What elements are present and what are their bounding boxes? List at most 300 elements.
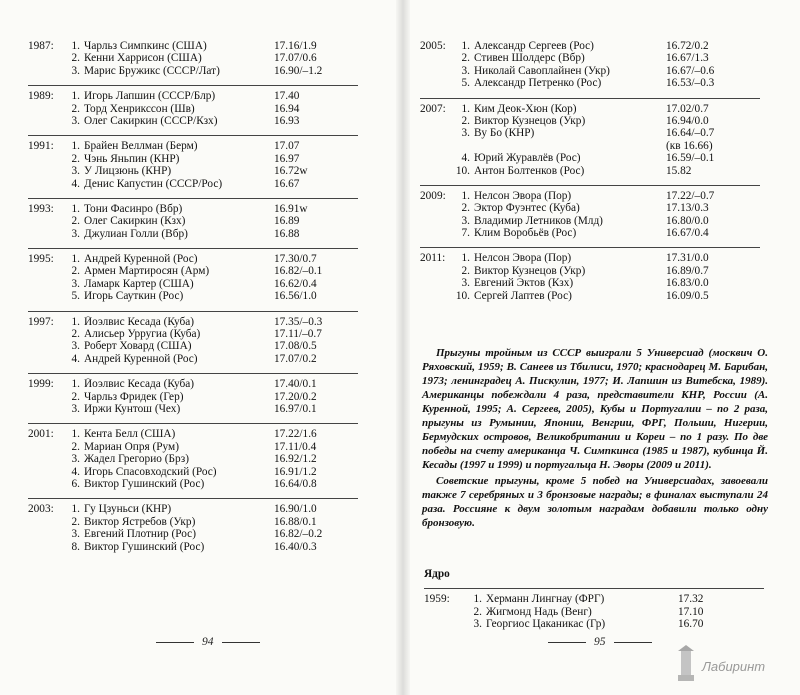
year-label <box>28 278 62 290</box>
athlete-name: Кента Белл (США) <box>84 428 176 441</box>
result-value: 17.08/0.5 <box>274 340 317 353</box>
athlete-name: Виктор Кузнецов (Укр) <box>474 114 586 127</box>
year-label <box>28 516 62 528</box>
page-number: 94 <box>202 636 214 648</box>
commentary-paragraph: Прыгуны тройным из СССР выиграли 5 Универсиад (москвич О. Ряховский, 1959; В. Санеев из Тбилиси, 1970; краснодарец М. Барибан, 1973; ленинградец А. Пискулин, 1977; И. Лапшин из Витебска, 1989). Американцы побеждали 4 раза, представители КНР, России (А. Куренной, 1995; А. Сергеев, 2005), Кубы и Португалии – по 2 раза, прыгуны из Румынии, Японии, Венгрии, ФРГ, Польши, Нигерии, Бермудских островов, Великобритании и Кореи – по 1 разу. По две победы на счету американца Ч. Симпкинса (1985 и 1987), кубинца Й. Кесады (1997 и 1999) и португальца Н. Эворы (2009 и 2011). <box>422 347 768 471</box>
athlete-name: Жадел Грегорио (Брз) <box>84 453 189 466</box>
athlete-name: Мариан Опря (Рум) <box>84 440 179 453</box>
year-label: 2007: <box>420 102 446 115</box>
result-value: 17.16/1.9 <box>274 40 317 52</box>
place: 10. <box>455 289 470 302</box>
place: 3. <box>71 277 80 290</box>
year-label <box>28 453 62 465</box>
athlete-name: Ламарк Картер (США) <box>84 277 194 290</box>
result-row <box>424 593 764 605</box>
year-label <box>28 115 62 127</box>
result-row <box>420 165 760 177</box>
place: 3. <box>71 402 80 415</box>
year-label: 1989: <box>28 90 54 103</box>
commentary-paragraph: Советские прыгуны, кроме 5 побед на Универсиадах, завоевали также 7 серебряных и 3 бронзовые награды; в финалах выступали 24 раза. Россияне к двум золотым наградам добавили только одну бронзовую. <box>422 475 768 529</box>
result-value: 17.10 <box>678 605 704 618</box>
athlete-name: Олег Сакиркин (Кзх) <box>84 215 186 228</box>
result-row <box>420 190 760 202</box>
place: 3. <box>71 227 80 240</box>
result-value: 16.09/0.5 <box>666 289 709 302</box>
place: 4. <box>71 352 80 365</box>
result-row <box>420 227 760 239</box>
result-row <box>28 178 358 190</box>
place: 2. <box>473 605 482 618</box>
result-row <box>420 115 760 127</box>
result-row <box>28 441 358 453</box>
result-row <box>420 290 760 302</box>
athlete-name: Андрей Куренной (Рос) <box>84 352 198 365</box>
athlete-name: Жигмонд Надь (Венг) <box>486 605 592 618</box>
year-label <box>28 290 62 302</box>
book-gutter <box>396 0 410 695</box>
athlete-name: Гу Цзуньси (КНР) <box>84 503 172 516</box>
year-label <box>28 403 62 415</box>
place: 2. <box>461 114 470 127</box>
result-row <box>28 90 358 102</box>
result-value: 16.62/0.4 <box>274 277 317 290</box>
year-label <box>420 165 452 177</box>
athlete-name: Антон Болтенков (Рос) <box>474 164 585 177</box>
result-row <box>420 40 760 52</box>
result-value: 16.94 <box>274 102 300 115</box>
result-row <box>28 378 358 390</box>
athlete-name: Стивен Шолдерс (Вбр) <box>474 52 585 65</box>
result-value: 16.91w <box>274 202 308 215</box>
place: 1. <box>461 102 470 115</box>
place: 1. <box>473 593 482 606</box>
athlete-name: Виктор Ястребов (Укр) <box>84 515 196 528</box>
year-label <box>28 328 62 340</box>
result-value: 16.92/1.2 <box>274 453 317 466</box>
year-label <box>420 265 452 277</box>
place: 1. <box>71 140 80 153</box>
result-row <box>28 316 358 328</box>
year-label <box>28 215 62 227</box>
year-label <box>28 65 62 77</box>
athlete-name: Кенни Харрисон (США) <box>84 52 202 65</box>
place <box>452 140 474 152</box>
athlete-name: Александр Сергеев (Рос) <box>474 40 594 52</box>
event-results <box>28 135 358 190</box>
result-row <box>28 403 358 415</box>
year-label <box>28 178 62 190</box>
year-label <box>28 52 62 64</box>
result-value: 16.67 <box>274 177 300 190</box>
athlete-name: Алисьер Урругиа (Куба) <box>84 328 201 341</box>
results-column-right <box>420 40 760 310</box>
year-label <box>28 541 62 553</box>
athlete-name: Брайен Веллман (Берм) <box>84 140 198 153</box>
place: 1. <box>71 40 80 52</box>
result-value: (кв 16.66) <box>666 139 713 152</box>
year-label <box>28 153 62 165</box>
result-row <box>420 215 760 227</box>
year-label: 2009: <box>420 189 446 202</box>
result-row <box>28 52 358 64</box>
result-value: 16.80/0.0 <box>666 214 709 227</box>
year-label <box>424 618 460 630</box>
place: 2. <box>71 440 80 453</box>
result-row <box>28 340 358 352</box>
page-left <box>0 0 396 695</box>
place: 3. <box>71 165 80 178</box>
result-row <box>420 65 760 77</box>
athlete-name: Клим Воробьёв (Рос) <box>474 227 577 240</box>
event-results <box>420 98 760 177</box>
place: 1. <box>71 253 80 266</box>
place: 4. <box>71 177 80 190</box>
athlete-name: Марис Бружикс (СССР/Лат) <box>84 64 220 77</box>
footer-rule <box>614 642 652 643</box>
athlete-name: Евгений Эктов (Кзх) <box>474 277 574 290</box>
result-row <box>28 391 358 403</box>
athlete-name: Йоэлвис Кесада (Куба) <box>84 315 195 328</box>
place: 2. <box>461 264 470 277</box>
athlete-name: Виктор Гушинский (Рос) <box>84 540 205 553</box>
result-value: 17.20/0.2 <box>274 390 317 403</box>
year-label: 1995: <box>28 253 54 266</box>
place: 2. <box>71 390 80 403</box>
result-value: 16.82/–0.2 <box>274 528 323 541</box>
result-row <box>28 541 358 553</box>
athlete-name: Игорь Спасовходский (Рос) <box>84 465 217 478</box>
result-value: 17.30/0.7 <box>274 253 317 266</box>
result-value: 17.22/1.6 <box>274 428 317 441</box>
year-label <box>420 65 452 77</box>
result-value: 16.67/0.4 <box>666 227 709 240</box>
result-value: 17.07/0.2 <box>274 352 317 365</box>
result-value: 17.11/0.4 <box>274 440 317 453</box>
place: 4. <box>461 152 470 165</box>
place: 3. <box>461 64 470 77</box>
result-row <box>420 77 760 89</box>
result-row <box>28 478 358 490</box>
year-label <box>28 265 62 277</box>
place: 4. <box>71 465 80 478</box>
page-footer-right <box>540 636 660 648</box>
result-row <box>420 277 760 289</box>
result-row <box>28 165 358 177</box>
result-value: 16.67/–0.6 <box>666 64 715 77</box>
event-results <box>420 247 760 302</box>
result-row <box>28 153 358 165</box>
result-value: 16.56/1.0 <box>274 290 317 303</box>
result-value: 16.70 <box>678 618 704 631</box>
place: 1. <box>461 252 470 265</box>
athlete-name: Иржи Кунтош (Чех) <box>84 402 181 415</box>
result-row <box>28 65 358 77</box>
result-row <box>28 228 358 240</box>
athlete-name: Торд Хенрикссон (Шв) <box>84 102 195 115</box>
athlete-name: Чэнь Яньпин (КНР) <box>84 152 180 165</box>
year-label: 1997: <box>28 315 54 328</box>
event-results <box>28 373 358 415</box>
result-value: 17.07 <box>274 140 300 153</box>
athlete-name: Олег Сакиркин (СССР/Кзх) <box>84 114 218 127</box>
year-label <box>28 391 62 403</box>
year-label <box>28 353 62 365</box>
place: 1. <box>71 378 80 391</box>
result-row <box>28 278 358 290</box>
result-value: 16.89 <box>274 215 300 228</box>
place: 10. <box>455 164 470 177</box>
year-label <box>28 441 62 453</box>
logo-label: Лабиринт <box>702 659 766 674</box>
athlete-name: Джулиан Голли (Вбр) <box>84 227 188 240</box>
result-row <box>28 466 358 478</box>
year-label: 2003: <box>28 503 54 516</box>
tower-icon <box>672 645 700 681</box>
place: 1. <box>71 202 80 215</box>
year-label <box>420 202 452 214</box>
page-number: 95 <box>594 636 606 648</box>
athlete-name: Николай Савоплайнен (Укр) <box>474 64 610 77</box>
athlete-name: Игорь Сауткин (Рос) <box>84 290 184 303</box>
year-label <box>28 478 62 490</box>
athlete-name: Денис Капустин (СССР/Рос) <box>84 177 223 190</box>
result-value: 17.11/–0.7 <box>274 328 322 341</box>
result-row <box>28 328 358 340</box>
event-section <box>424 568 764 639</box>
result-row <box>420 265 760 277</box>
year-label: 2001: <box>28 428 54 441</box>
place: 2. <box>461 202 470 215</box>
event-results <box>28 248 358 303</box>
result-row <box>420 152 760 164</box>
athlete-name: Виктор Кузнецов (Укр) <box>474 264 586 277</box>
place: 1. <box>71 428 80 441</box>
result-value: 16.97/0.1 <box>274 402 317 415</box>
athlete-name: Сергей Лаптев (Рос) <box>474 289 572 302</box>
place: 6. <box>71 477 80 490</box>
place: 2. <box>71 52 80 65</box>
result-value: 16.72w <box>274 165 308 178</box>
place: 2. <box>71 152 80 165</box>
athlete-name: Георгиос Цаканикас (Гр) <box>486 618 606 631</box>
place: 3. <box>473 618 482 631</box>
result-row <box>28 203 358 215</box>
result-row <box>28 215 358 227</box>
section-title: Ядро <box>424 568 450 580</box>
result-value: 16.67/1.3 <box>666 52 709 65</box>
year-label: 1959: <box>424 593 450 606</box>
year-label <box>420 290 452 302</box>
page-right <box>410 0 800 695</box>
result-row <box>28 253 358 265</box>
athlete-name: У Лицзюнь (КНР) <box>84 165 172 178</box>
footer-rule <box>222 642 260 643</box>
year-label: 1993: <box>28 202 54 215</box>
result-row <box>424 618 764 630</box>
result-row <box>424 606 764 618</box>
results-column-left <box>28 40 358 561</box>
athlete-name: Чарльз Симпкинс (США) <box>84 40 207 52</box>
place: 5. <box>461 77 470 90</box>
place: 1. <box>461 40 470 52</box>
place: 3. <box>71 453 80 466</box>
result-value: 17.02/0.7 <box>666 102 709 115</box>
result-value: 16.88/0.1 <box>274 515 317 528</box>
result-row <box>28 353 358 365</box>
year-label <box>420 152 452 164</box>
result-value: 16.97 <box>274 152 300 165</box>
result-value: 16.91/1.2 <box>274 465 317 478</box>
watermark-logo <box>672 645 784 685</box>
result-value: 16.88 <box>274 227 300 240</box>
result-value: 16.93 <box>274 114 300 127</box>
result-value: 16.59/–0.1 <box>666 152 715 165</box>
athlete-name: Эктор Фуэнтес (Куба) <box>474 202 580 215</box>
result-row <box>28 40 358 52</box>
footer-rule <box>548 642 586 643</box>
athlete-name: Нелсон Эвора (Пор) <box>474 252 572 265</box>
result-row <box>28 453 358 465</box>
place: 8. <box>71 540 80 553</box>
year-label <box>28 228 62 240</box>
result-value: 16.90/–1.2 <box>274 64 323 77</box>
result-value: 17.13/0.3 <box>666 202 709 215</box>
result-row <box>28 503 358 515</box>
year-label <box>420 77 452 89</box>
place: 2. <box>71 328 80 341</box>
place: 3. <box>71 114 80 127</box>
result-value: 17.31/0.0 <box>666 252 709 265</box>
result-value: 16.83/0.0 <box>666 277 709 290</box>
result-row <box>28 140 358 152</box>
year-label <box>28 340 62 352</box>
place: 7. <box>461 227 470 240</box>
year-label <box>420 52 452 64</box>
result-value: 17.07/0.6 <box>274 52 317 65</box>
place: 1. <box>71 90 80 103</box>
result-value: 16.90/1.0 <box>274 503 317 516</box>
place: 2. <box>71 265 80 278</box>
year-label <box>424 606 460 618</box>
athlete-name: Чарльз Фридек (Гер) <box>84 390 184 403</box>
footer-rule <box>156 642 194 643</box>
year-label <box>28 165 62 177</box>
result-row <box>420 202 760 214</box>
athlete-name: Евгений Плотнир (Рос) <box>84 528 196 541</box>
year-label: 1987: <box>28 40 54 52</box>
place: 2. <box>461 52 470 65</box>
event-results <box>420 40 760 90</box>
athlete-name: Александр Петренко (Рос) <box>474 77 602 90</box>
result-value: 17.22/–0.7 <box>666 189 715 202</box>
athlete-name: Виктор Гушинский (Рос) <box>84 477 205 490</box>
year-label <box>28 466 62 478</box>
result-value: 17.40 <box>274 90 300 103</box>
year-label <box>28 528 62 540</box>
place: 3. <box>71 528 80 541</box>
place: 1. <box>71 315 80 328</box>
result-value: 17.32 <box>678 593 704 606</box>
result-row <box>28 516 358 528</box>
athlete-name: Тони Фасинро (Вбр) <box>84 202 183 215</box>
result-value: 16.40/0.3 <box>274 540 317 553</box>
athlete-name: Игорь Лапшин (СССР/Блр) <box>84 90 216 103</box>
commentary-text <box>422 346 768 532</box>
athlete-name: Владимир Летников (Млд) <box>474 214 603 227</box>
athlete-name: Ву Бо (КНР) <box>474 127 535 140</box>
place: 1. <box>461 189 470 202</box>
result-value: 16.94/0.0 <box>666 114 709 127</box>
event-results <box>28 85 358 127</box>
result-value: 16.64/–0.7 <box>666 127 715 140</box>
result-row <box>28 115 358 127</box>
athlete-name: Херманн Лингнау (ФРГ) <box>486 593 605 606</box>
result-row <box>420 140 760 152</box>
result-row <box>28 290 358 302</box>
year-label <box>420 127 452 139</box>
result-row <box>28 103 358 115</box>
result-value: 16.82/–0.1 <box>274 265 323 278</box>
year-label: 2011: <box>420 252 446 265</box>
year-label <box>420 215 452 227</box>
page-footer-left <box>148 636 268 648</box>
result-row <box>420 252 760 264</box>
year-label <box>420 140 452 152</box>
section-results <box>424 588 764 630</box>
result-value: 16.64/0.8 <box>274 477 317 490</box>
event-results <box>28 423 358 490</box>
place: 3. <box>461 277 470 290</box>
year-label <box>28 103 62 115</box>
athlete-name: Андрей Куренной (Рос) <box>84 253 198 266</box>
place: 3. <box>71 340 80 353</box>
place: 3. <box>461 127 470 140</box>
year-label <box>420 115 452 127</box>
place: 2. <box>71 515 80 528</box>
year-label: 2005: <box>420 40 446 52</box>
athlete-name: Роберт Ховард (США) <box>84 340 192 353</box>
athlete-name: Юрий Журавлёв (Рос) <box>474 152 581 165</box>
year-label: 1991: <box>28 140 54 153</box>
result-value: 16.89/0.7 <box>666 264 709 277</box>
athlete-name: Йоэлвис Кесада (Куба) <box>84 378 195 391</box>
result-row <box>28 528 358 540</box>
athlete-name: Нелсон Эвора (Пор) <box>474 189 572 202</box>
result-row <box>420 127 760 139</box>
athlete-name: Армен Мартиросян (Арм) <box>84 265 210 278</box>
result-value: 16.72/0.2 <box>666 40 709 52</box>
result-value: 15.82 <box>666 164 692 177</box>
place: 5. <box>71 290 80 303</box>
result-value: 17.35/–0.3 <box>274 315 323 328</box>
event-results <box>28 311 358 366</box>
athlete-name: Ким Деок-Хюн (Кор) <box>474 102 577 115</box>
event-results <box>420 185 760 240</box>
result-row <box>420 103 760 115</box>
year-label: 1999: <box>28 378 54 391</box>
event-results <box>28 40 358 77</box>
event-results <box>28 498 358 553</box>
year-label <box>420 227 452 239</box>
result-row <box>420 52 760 64</box>
event-results <box>28 198 358 240</box>
event-results <box>424 588 764 630</box>
place: 3. <box>71 64 80 77</box>
result-row <box>28 265 358 277</box>
year-label <box>420 277 452 289</box>
place: 2. <box>71 102 80 115</box>
result-row <box>28 428 358 440</box>
